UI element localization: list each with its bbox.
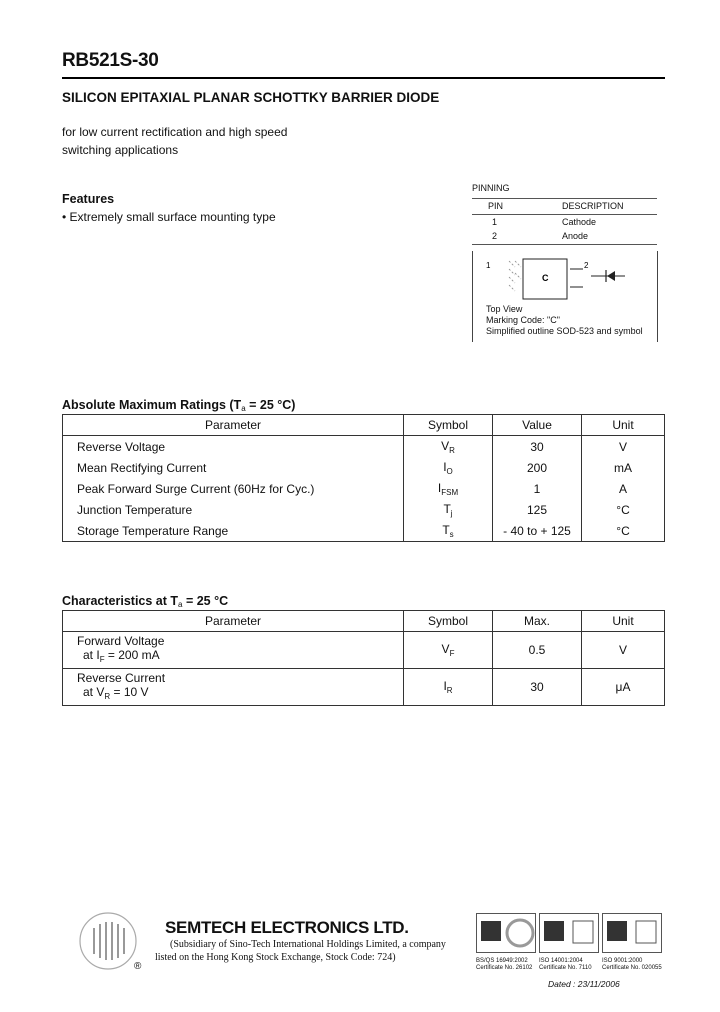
param-cell	[63, 669, 404, 706]
pin-number: 1	[492, 216, 498, 227]
cert-logo-icon	[602, 913, 662, 953]
param-cell: Peak Forward Surge Current (60Hz for Cyc.)	[63, 478, 404, 499]
abs-max-table	[62, 414, 665, 542]
pinning-heading: PINNING	[472, 183, 510, 193]
value-cell: - 40 to + 125	[493, 520, 582, 542]
description-line: switching applications	[62, 143, 179, 157]
table-row	[63, 669, 665, 706]
pin-number: 2	[472, 229, 562, 244]
table-row	[63, 499, 665, 520]
document-title: RB521S-30	[62, 50, 159, 71]
characteristics-heading	[62, 594, 228, 609]
company-listing-line: listed on the Hong Kong Stock Exchange, Stock Code: 724)	[155, 952, 396, 963]
unit-cell: °C	[582, 499, 665, 520]
cert-badge-3	[602, 913, 662, 971]
description-line: for low current rectification and high speed	[62, 125, 288, 139]
cert-label: ISO 14001:2004	[539, 958, 583, 964]
package-outline-icon	[473, 251, 657, 301]
symbol-cell: $T_j$	[404, 499, 493, 520]
unit-cell: A	[582, 478, 665, 499]
table-row	[63, 478, 665, 499]
pin-description: Anode	[562, 229, 657, 244]
unit-cell: μA	[582, 669, 665, 706]
unit-cell: °C	[582, 520, 665, 542]
param-condition: at $I_F = 200$ mA	[83, 647, 160, 664]
cert-logo-icon	[476, 913, 536, 953]
table-row	[63, 632, 665, 669]
value-cell: 30	[493, 436, 582, 458]
pinning-col-description: DESCRIPTION	[562, 199, 657, 215]
pin-description: Cathode	[562, 216, 597, 227]
value-cell: 200	[493, 457, 582, 478]
param-cell: Mean Rectifying Current	[63, 457, 404, 478]
symbol-cell: $V_R$	[404, 436, 493, 458]
param-name: Forward Voltage	[77, 633, 165, 648]
unit-cell: V	[582, 632, 665, 669]
param-cell: Storage Temperature Range	[63, 520, 404, 542]
registered-mark: ®	[134, 961, 142, 972]
col-symbol: Symbol	[404, 611, 493, 632]
marking-code: C	[542, 273, 549, 283]
param-cell	[63, 632, 404, 669]
table-row	[63, 457, 665, 478]
description	[62, 123, 287, 159]
col-symbol: Symbol	[404, 415, 493, 436]
cert-number: Certificate No. 7110	[539, 965, 592, 971]
col-unit: Unit	[582, 611, 665, 632]
pin2-label: 2	[584, 261, 589, 270]
table-row	[63, 520, 665, 542]
col-parameter: Parameter	[63, 415, 404, 436]
pinning-table	[472, 198, 657, 245]
cert-number: Certificate No. 26102	[476, 965, 533, 971]
symbol-cell: $T_s$	[404, 520, 493, 542]
col-unit: Unit	[582, 415, 665, 436]
unit-cell: V	[582, 436, 665, 458]
col-max: Max.	[493, 611, 582, 632]
features-heading: Features	[62, 192, 115, 206]
cert-logo-icon	[539, 913, 599, 953]
pin1-label: 1	[486, 261, 491, 270]
value-cell: 125	[493, 499, 582, 520]
company-logo-icon	[76, 908, 156, 983]
unit-cell: mA	[582, 457, 665, 478]
abs-max-heading-text: Absolute Maximum Ratings (T	[62, 398, 242, 412]
max-cell: 30	[493, 669, 582, 706]
title-rule	[62, 77, 665, 79]
max-cell: 0.5	[493, 632, 582, 669]
symbol-cell: $V_F$	[404, 632, 493, 669]
caption-line: Marking Code: "C"	[486, 315, 560, 325]
document-date: Dated : 23/11/2006	[548, 979, 620, 989]
char-heading-text: Characteristics at T	[62, 594, 179, 608]
package-caption	[486, 304, 643, 337]
caption-line: Simplified outline SOD-523 and symbol	[486, 326, 643, 336]
cert-label: BS/QS 16949:2002	[476, 958, 528, 964]
col-parameter: Parameter	[63, 611, 404, 632]
cert-label: ISO 9001:2000	[602, 958, 643, 964]
table-row	[63, 436, 665, 458]
param-name: Reverse Current	[77, 670, 166, 685]
cert-badge-1	[476, 913, 536, 971]
symbol-cell: $I_O$	[404, 457, 493, 478]
company-name: SEMTECH ELECTRONICS LTD.	[165, 918, 409, 937]
param-cell: Reverse Voltage	[63, 436, 404, 458]
cert-badge-2	[539, 913, 599, 971]
characteristics-table	[62, 610, 665, 706]
char-heading-sub: a	[178, 600, 183, 609]
abs-max-heading-post: = 25 °C)	[245, 398, 296, 412]
pinning-col-pin: PIN	[472, 199, 562, 215]
feature-item: • Extremely small surface mounting type	[62, 210, 276, 224]
cert-number: Certificate No. 020055	[602, 965, 662, 971]
param-condition: at $V_R = 10$ V	[83, 684, 149, 701]
col-value: Value	[493, 415, 582, 436]
param-cell: Junction Temperature	[63, 499, 404, 520]
caption-line: Top View	[486, 304, 523, 314]
company-subsidiary-line: (Subsidiary of Sino-Tech International Holdings Limited, a company	[170, 939, 446, 950]
symbol-cell: $I_R$	[404, 669, 493, 706]
abs-max-heading-sub: a	[241, 404, 246, 413]
abs-max-heading	[62, 398, 295, 413]
symbol-cell: $I_{FSM}$	[404, 478, 493, 499]
value-cell: 1	[493, 478, 582, 499]
char-heading-post: = 25 °C	[182, 594, 229, 608]
document-subtitle: SILICON EPITAXIAL PLANAR SCHOTTKY BARRIER DIODE	[62, 90, 440, 105]
